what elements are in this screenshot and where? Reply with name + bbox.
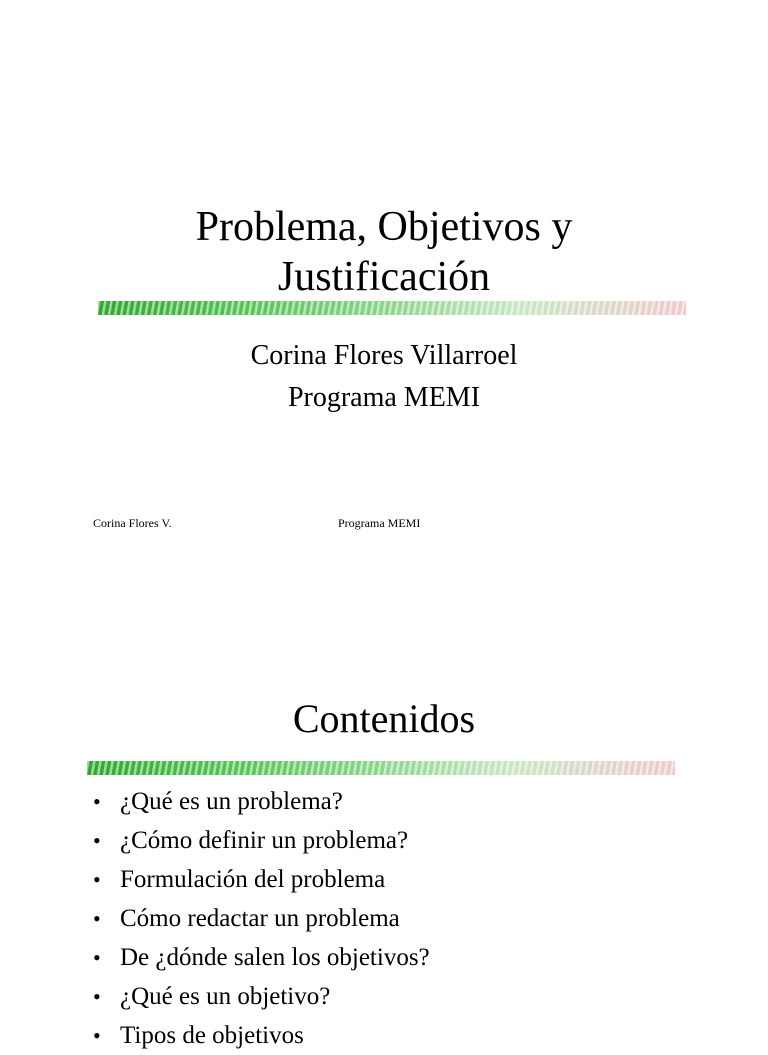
footer-program: Programa MEMI [338, 516, 421, 530]
bullet-icon: • [93, 1023, 101, 1048]
program-name: Programa MEMI [287, 382, 481, 413]
title-divider [98, 301, 686, 315]
slide-subtitle [0, 335, 768, 419]
list-item-text: ¿Cómo definir un problema? [120, 827, 409, 854]
bullet-icon: • [93, 906, 101, 931]
bullet-icon: • [93, 945, 101, 970]
slide-title-line-2: Justificación [277, 254, 491, 300]
contents-list [93, 782, 430, 1055]
list-item-text: De ¿dónde salen los objetivos? [120, 944, 430, 971]
list-item [93, 821, 430, 860]
list-item-text: Cómo redactar un problema [120, 905, 400, 932]
bullet-icon: • [93, 867, 101, 892]
slide-title [0, 202, 768, 302]
list-item [93, 782, 430, 821]
bullet-icon: • [93, 828, 101, 853]
list-item [93, 977, 430, 1016]
contents-slide [0, 560, 768, 1049]
contents-divider [87, 761, 675, 775]
footer-author: Corina Flores V. [93, 516, 172, 530]
list-item-text: Tipos de objetivos [120, 1022, 304, 1049]
contents-title: Contenidos [292, 696, 476, 741]
list-item [93, 1016, 430, 1055]
list-item-text: ¿Qué es un problema? [120, 788, 343, 815]
list-item-text: ¿Qué es un objetivo? [120, 983, 331, 1010]
list-item [93, 938, 430, 977]
list-item-text: Formulación del problema [120, 866, 386, 893]
bullet-icon: • [93, 984, 101, 1009]
list-item [93, 899, 430, 938]
slide-title-line-1: Problema, Objetivos y [195, 204, 573, 250]
bullet-icon: • [93, 789, 101, 814]
author-name: Corina Flores Villarroel [250, 340, 518, 371]
list-item [93, 860, 430, 899]
